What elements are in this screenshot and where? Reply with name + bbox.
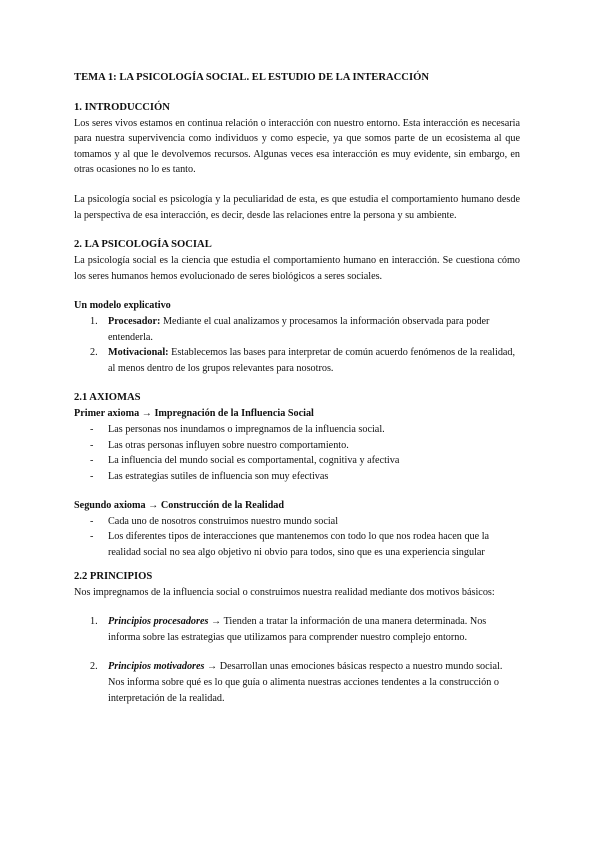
axiom-list-1	[74, 422, 520, 484]
list-item	[74, 453, 520, 469]
principles-list	[74, 614, 520, 645]
list-item	[74, 659, 520, 706]
list-term: Motivacional:	[108, 347, 169, 359]
list-text: Establecemos las bases para interpretar de común acuerdo fenómenos de la realidad, al menos dentro de los grupos relevantes para nosotros.	[108, 347, 516, 374]
axiom-list-2	[74, 514, 520, 561]
section-heading-principios: 2.2 PRINCIPIOS	[74, 570, 153, 582]
list-item	[74, 314, 520, 345]
list-item	[74, 514, 520, 530]
dash-bullet: -	[90, 439, 94, 451]
principles-list	[74, 659, 520, 706]
list-item	[74, 469, 520, 485]
list-text: → Desarrollan unas emociones básicas respecto a nuestro mundo social. Nos informa sobre qué es lo que guía o alimenta nuestras acciones tendentes a la construcción o interpretación de la realidad.	[108, 661, 503, 704]
document-title: TEMA 1: LA PSICOLOGÍA SOCIAL. EL ESTUDIO DE LA INTERACCIÓN	[74, 72, 429, 83]
list-item	[74, 614, 520, 645]
list-number: 2.	[90, 347, 98, 359]
list-number: 2.	[90, 661, 98, 673]
list-text: Las otras personas influyen sobre nuestro comportamiento.	[108, 439, 349, 451]
list-text: Las estrategias sutiles de influencia son muy efectivas	[108, 470, 329, 482]
section-heading-introduccion: 1. INTRODUCCIÓN	[74, 101, 170, 113]
list-text: → Tienden a tratar la información de una manera determinada. Nos informa sobre las estrategias que utilizamos para comprender nuestro complejo entorno.	[108, 616, 487, 643]
list-text: Cada uno de nosotros construimos nuestro mundo social	[108, 515, 339, 527]
axiom-title-1: Primer axioma → Impregnación de la Influencia Social	[74, 408, 314, 420]
list-item	[74, 529, 520, 560]
paragraph: La psicología social es psicología y la peculiaridad de esta, es que estudia el comportamiento humano desde la perspectiva de esa interacción, es decir, desde las relaciones entre la persona y su ambiente.	[74, 193, 520, 221]
list-number: 1.	[90, 616, 98, 628]
axiom-title-2: Segundo axioma → Construcción de la Realidad	[74, 500, 284, 512]
list-item	[74, 422, 520, 438]
subheading-modelo: Un modelo explicativo	[74, 300, 171, 312]
paragraph: Los seres vivos estamos en continua relación o interacción con nuestro entorno. Esta interacción es necesaria para nuestra supervivencia como individuos y como especie, ya que somos parte de un ecosistema al que tomamos y al que le devolvemos recursos. Algunas veces esa interacción es muy evidente, sin embargo, en otras ocasiones no lo es tanto.	[74, 117, 520, 176]
section-heading-axiomas: 2.1 AXIOMAS	[74, 392, 141, 404]
dash-bullet: -	[90, 531, 94, 543]
dash-bullet: -	[90, 470, 94, 482]
list-item	[74, 345, 520, 376]
list-text: La influencia del mundo social es comportamental, cognitiva y afectiva	[108, 455, 400, 467]
list-term: Principios motivadores	[108, 661, 205, 673]
list-text: Las personas nos inundamos o impregnamos de la influencia social.	[108, 423, 385, 435]
list-number: 1.	[90, 315, 98, 327]
dash-bullet: -	[90, 515, 94, 527]
section-heading-psicologia-social: 2. LA PSICOLOGÍA SOCIAL	[74, 239, 212, 251]
list-term: Principios procesadores	[108, 616, 209, 628]
list-text: Mediante el cual analizamos y procesamos la información observada para poder entenderla.	[108, 315, 490, 343]
list-term: Procesador:	[108, 315, 161, 327]
dash-bullet: -	[90, 455, 94, 467]
list-item	[74, 438, 520, 454]
dash-bullet: -	[90, 423, 94, 435]
paragraph: Nos impregnamos de la influencia social o construimos nuestra realidad mediante dos motivos básicos:	[74, 586, 495, 598]
list-text: Los diferentes tipos de interacciones que mantenemos con todo lo que nos rodea hacen que la realidad social no sea algo objetivo ni obvio para todos, sino que es una experiencia singular	[108, 531, 490, 559]
paragraph: La psicología social es la ciencia que estudia el comportamiento humano en interacción. Se cuestiona cómo los seres humanos hemos evolucionado de seres biológicos a seres sociales.	[74, 255, 520, 282]
model-list	[74, 314, 520, 376]
